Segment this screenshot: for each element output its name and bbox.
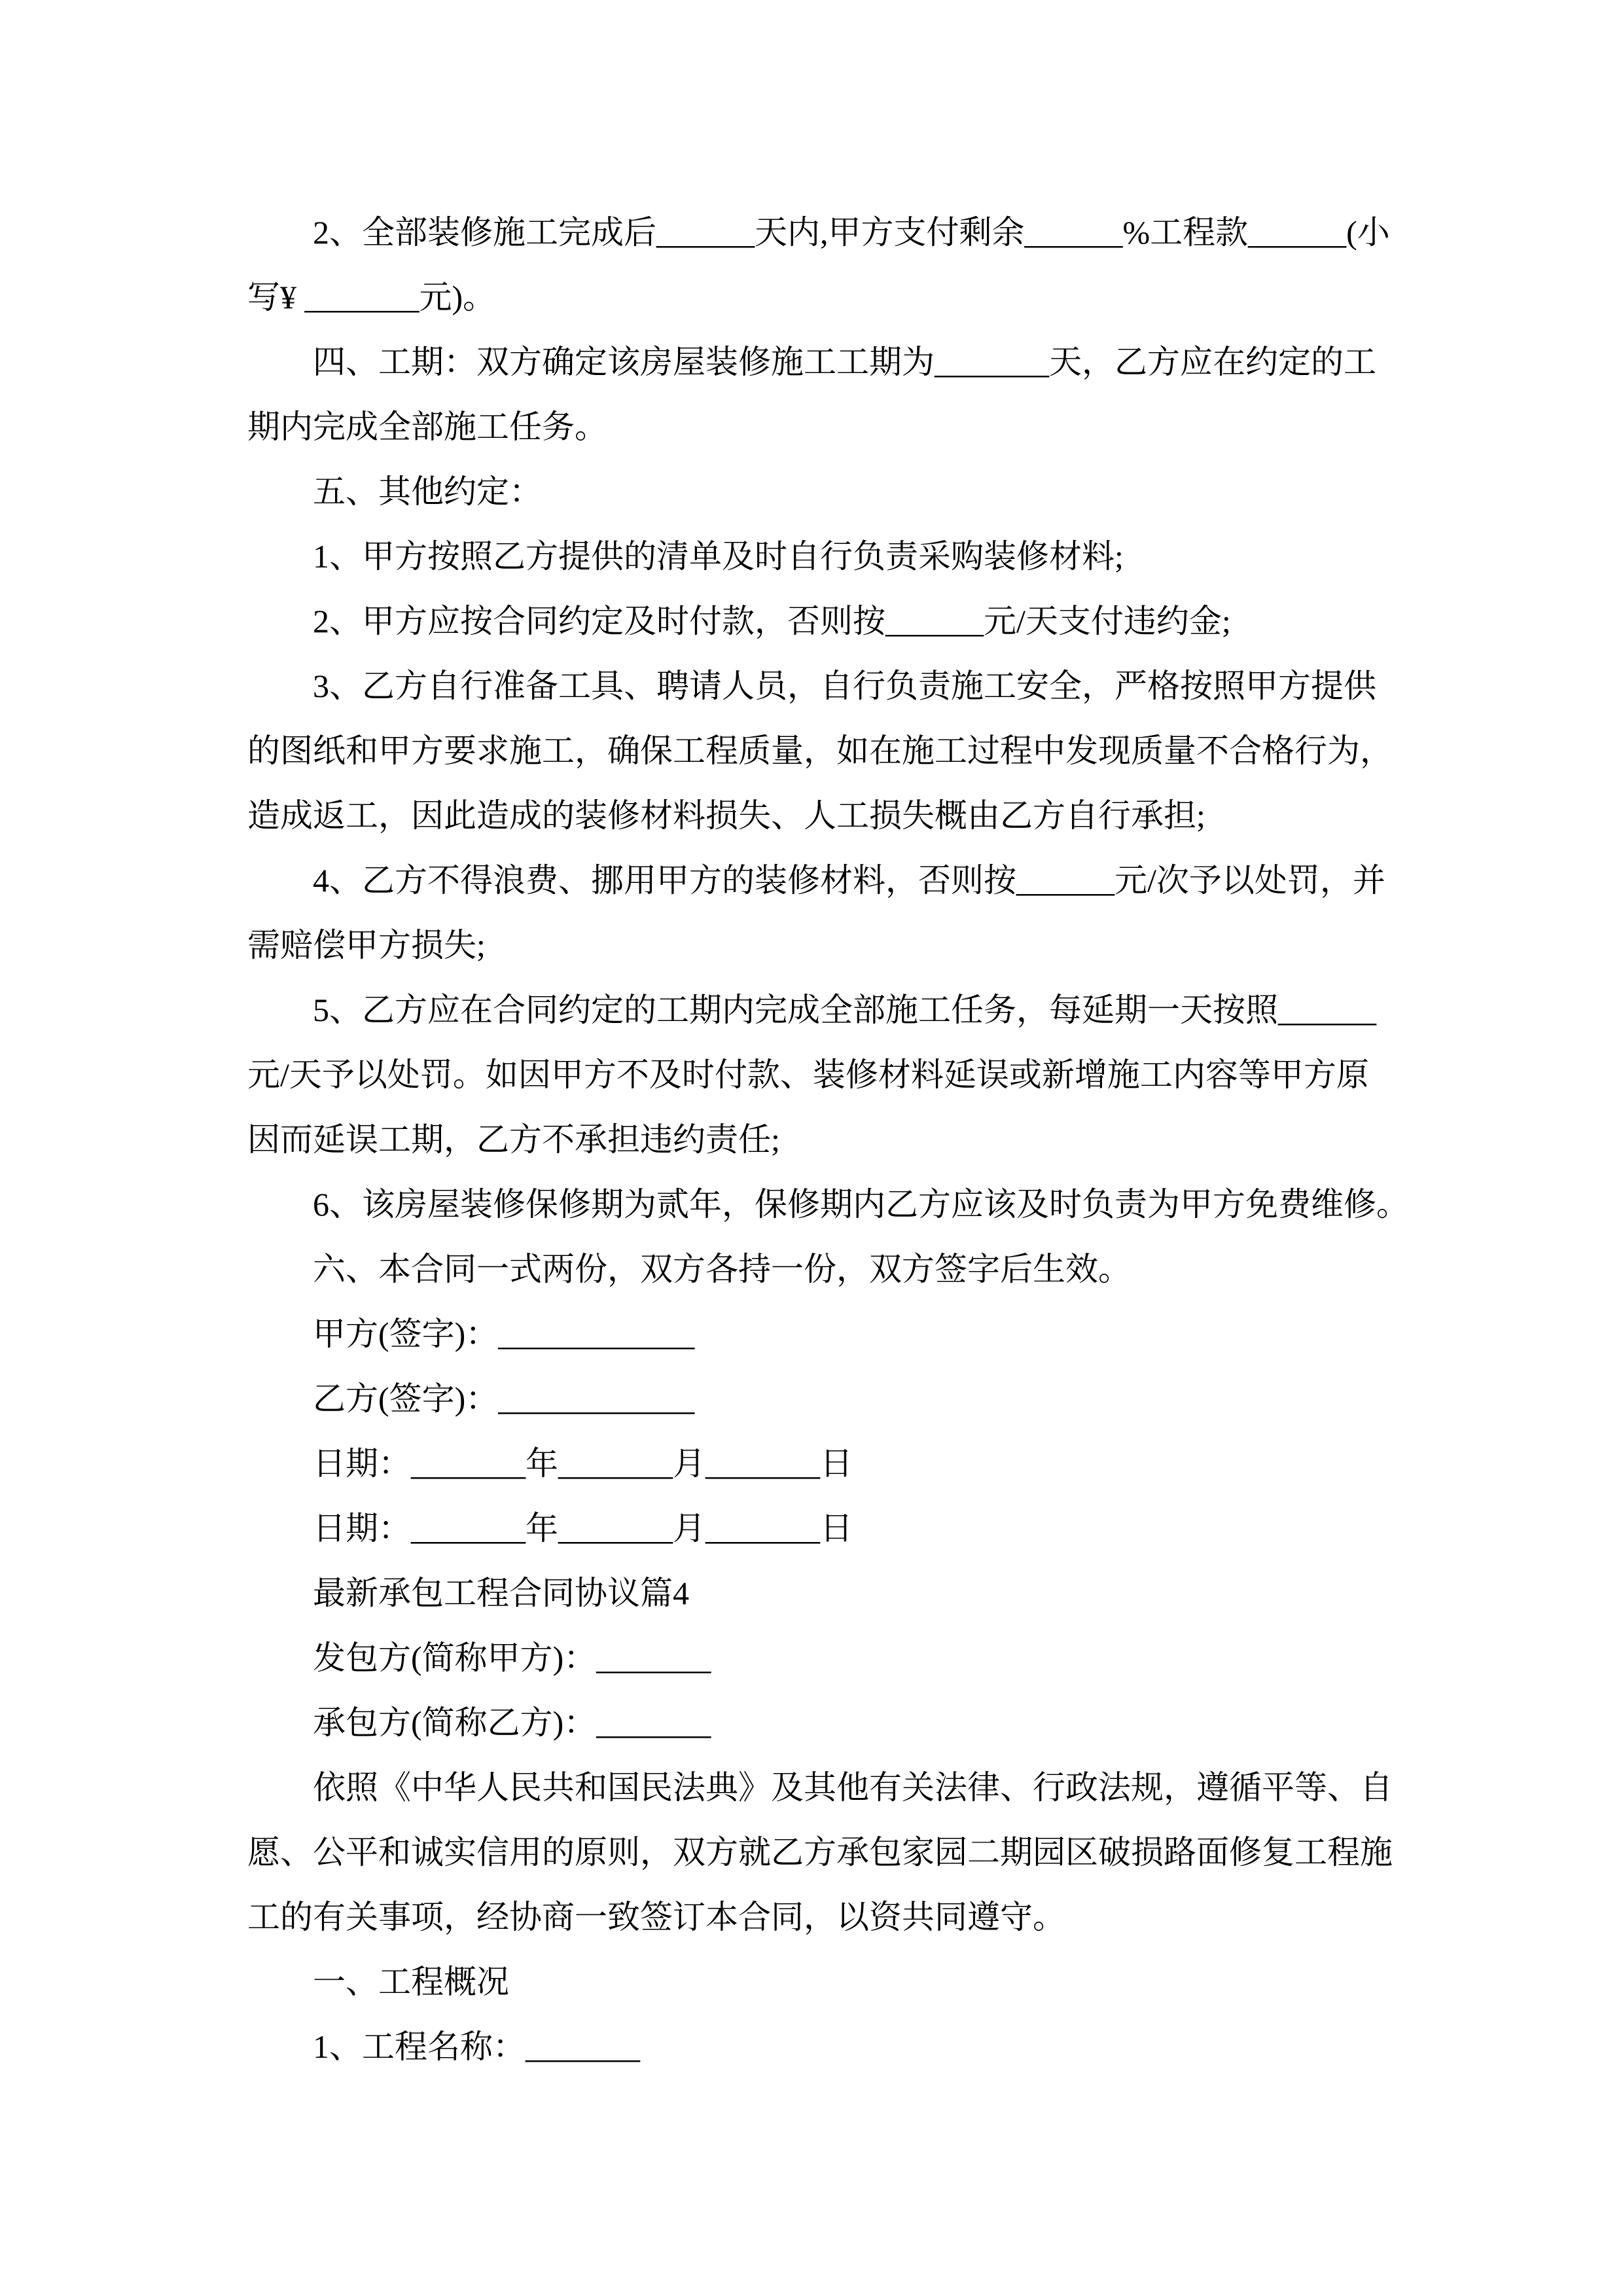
text-line: 日期：_______年_______月_______日	[247, 1445, 853, 1482]
text-line: 元/天予以处罚。如因甲方不及时付款、装修材料延误或新增施工内容等甲方原	[247, 1056, 1369, 1093]
text-line: 3、乙方自行准备工具、聘请人员，自行负责施工安全，严格按照甲方提供	[247, 668, 1376, 704]
document-body	[247, 200, 1409, 2079]
text-line: 因而延误工期，乙方不承担违约责任;	[247, 1121, 780, 1158]
text-line: 1、工程名称：_______	[247, 2028, 640, 2065]
text-line: 需赔偿甲方损失;	[247, 927, 486, 963]
text-line: 工的有关事项，经协商一致签订本合同，以资共同遵守。	[247, 1899, 1065, 1935]
text-line: 期内完成全部施工任务。	[247, 408, 607, 445]
text-line: 写¥ _______元)。	[247, 279, 496, 315]
text-line: 的图纸和甲方要求施工，确保工程质量，如在施工过程中发现质量不合格行为，	[247, 732, 1393, 769]
text-line: 愿、公平和诚实信用的原则，双方就乙方承包家园二期园区破损路面修复工程施	[247, 1834, 1393, 1871]
text-line: 4、乙方不得浪费、挪用甲方的装修材料，否则按______元/次予以处罚，并	[247, 862, 1385, 899]
text-line: 依照《中华人民共和国民法典》及其他有关法律、行政法规，遵循平等、自	[247, 1769, 1393, 1806]
text-line: 2、全部装修施工完成后______天内,甲方支付剩余______%工程款______(小	[247, 214, 1390, 251]
text-line: 6、该房屋装修保修期为贰年，保修期内乙方应该及时负责为甲方免费维修。	[247, 1186, 1409, 1223]
text-line: 最新承包工程合同协议篇4	[247, 1575, 689, 1611]
text-line: 承包方(简称乙方)：_______	[247, 1704, 711, 1741]
text-line: 日期：_______年_______月_______日	[247, 1510, 853, 1547]
text-line: 2、甲方应按合同约定及时付款，否则按______元/天支付违约金;	[247, 603, 1231, 639]
text-line: 一、工程概况	[247, 1964, 509, 2000]
text-line: 发包方(简称甲方)：_______	[247, 1640, 711, 1676]
text-line: 四、工期：双方确定该房屋装修施工工期为_______天，乙方应在约定的工	[247, 344, 1376, 380]
text-line: 六、本合同一式两份，双方各持一份，双方签字后生效。	[247, 1251, 1131, 1287]
text-line: 1、甲方按照乙方提供的清单及时自行负责采购装修材料;	[247, 538, 1124, 575]
text-line: 乙方(签字)：____________	[247, 1380, 695, 1417]
text-line: 五、其他约定：	[247, 473, 542, 510]
text-line: 甲方(签字)：____________	[247, 1316, 695, 1352]
text-line: 5、乙方应在合同约定的工期内完成全部施工任务，每延期一天按照______	[247, 992, 1376, 1028]
text-line: 造成返工，因此造成的装修材料损失、人工损失概由乙方自行承担;	[247, 797, 1205, 834]
